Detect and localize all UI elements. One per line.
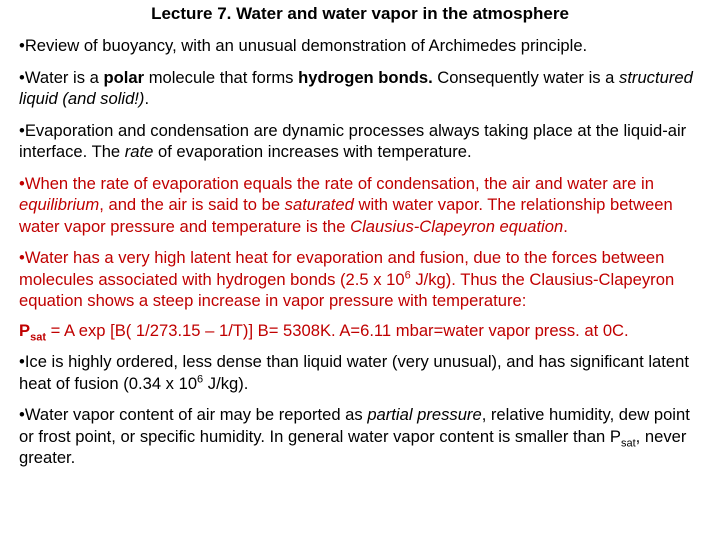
text: with water vapor. The relationship between water vapor pressure and temperature is the: [19, 195, 673, 236]
bullet-mark: •: [19, 67, 25, 87]
emphasis-polar: polar: [103, 67, 145, 87]
emphasis-clausius-clapeyron: Clausius-Clapeyron equation: [350, 216, 564, 236]
bullet-mark: •: [19, 120, 25, 140]
equation-psat: [19, 320, 709, 342]
emphasis-structured-liquid: structured liquid (and solid!): [19, 67, 693, 108]
text: , and the air is said to be: [99, 195, 285, 214]
text: Consequently water is a: [432, 67, 620, 87]
text: Ice is highly ordered, less dense than liquid water (very unusual), and has significant latent heat of fusion (0.34 x 10: [19, 352, 689, 393]
slide-title: Lecture 7. Water and water vapor in the atmosphere: [151, 4, 569, 23]
bullet-evaporation: [19, 120, 709, 163]
emphasis-rate: rate: [124, 142, 154, 161]
text: Water vapor content of air may be reported as: [24, 405, 368, 424]
text: .: [144, 89, 150, 108]
text: Review of buoyancy, with an unusual demonstration of Archimedes principle.: [24, 36, 588, 55]
bullet-mark: •: [19, 36, 25, 55]
text: , never greater.: [19, 426, 687, 467]
equation-symbol: [19, 320, 46, 343]
text: of evaporation increases with temperature.: [153, 142, 472, 161]
text: Water is a: [24, 67, 104, 87]
bullet-mark: •: [19, 352, 25, 371]
superscript: 6: [404, 268, 411, 281]
text: J/kg).: [203, 373, 249, 393]
equation-p: P: [19, 320, 31, 340]
text: When the rate of evaporation equals the rate of condensation, the air and water are in: [24, 173, 654, 193]
emphasis-equilibrium: equilibrium: [19, 195, 100, 214]
text: Evaporation and condensation are dynamic processes always taking place at the liquid-air interface. The: [19, 120, 687, 161]
text: molecule that forms: [144, 67, 299, 87]
bullet-latent-heat: [19, 247, 709, 312]
emphasis-partial-pressure: partial pressure: [367, 405, 482, 424]
text: J/kg). Thus the Clausius-Clapeyron equation shows a steep increase in vapor pressure with temperature:: [19, 269, 675, 310]
bullet-buoyancy: [19, 35, 709, 57]
equation-subscript: sat: [30, 330, 46, 343]
bullet-water-vapor-content: [19, 404, 709, 469]
superscript: 6: [197, 372, 204, 385]
bullet-mark: •: [19, 405, 25, 424]
text: , relative humidity, dew point or frost point, or specific humidity. In general water vapor content is smaller than P: [19, 405, 690, 446]
bullet-polar-molecule: [19, 67, 709, 110]
bullet-ice: [19, 351, 709, 394]
slide-body: [19, 35, 709, 479]
equation-text: = A exp [B( 1/273.15 – 1/T)] B= 5308K. A=6.11 mbar=water vapor press. at 0C.: [45, 320, 629, 340]
text: .: [563, 216, 568, 236]
subscript: sat: [620, 436, 636, 449]
bullet-mark: •: [19, 248, 25, 267]
bullet-mark: •: [19, 173, 25, 193]
bullet-equilibrium: [19, 173, 709, 238]
text: Water has a very high latent heat for evaporation and fusion, due to the forces between molecules associated with hydrogen bonds (2.5 x 10: [19, 248, 665, 289]
emphasis-hydrogen-bonds: hydrogen bonds.: [298, 67, 433, 87]
emphasis-saturated: saturated: [284, 195, 354, 214]
